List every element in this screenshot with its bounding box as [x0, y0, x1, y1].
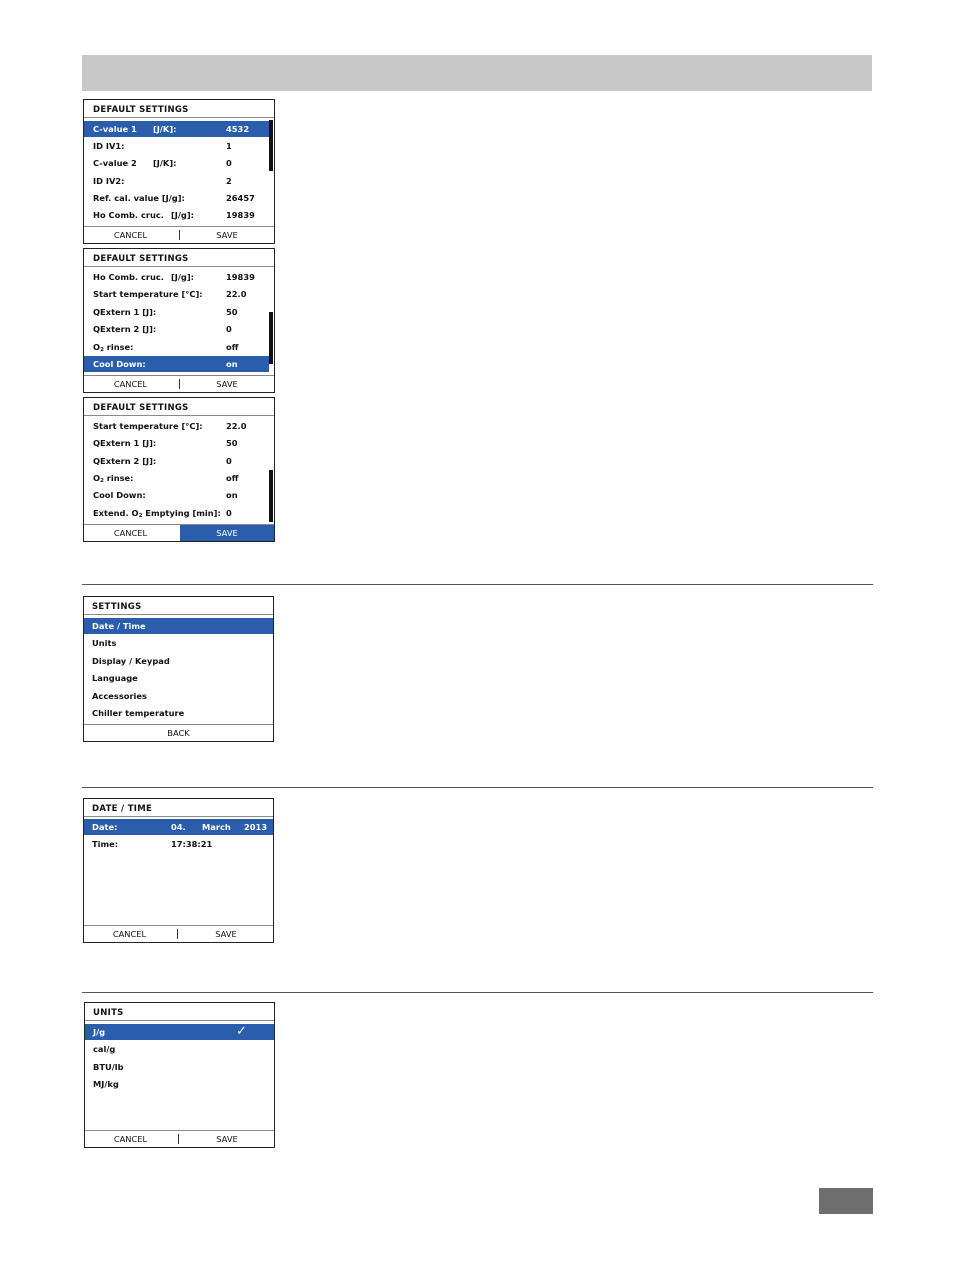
row-qextern-1[interactable]: QExtern 1 [J]: 50	[93, 438, 238, 448]
footer-bar	[84, 226, 274, 243]
screen-title: SETTINGS	[84, 597, 273, 615]
section-divider	[82, 992, 873, 993]
unit-item-btu-per-lb[interactable]: BTU/lb	[93, 1062, 124, 1072]
unit-item-j-per-g[interactable]: J/g ✓	[85, 1024, 274, 1040]
units-screen	[84, 1002, 275, 1148]
row-id-iv1[interactable]: ID IV1: 1	[93, 141, 232, 151]
row-qextern-2[interactable]: QExtern 2 [J]: 0	[93, 324, 232, 334]
cancel-button[interactable]: CANCEL	[113, 1134, 148, 1144]
save-button[interactable]: SAVE	[215, 929, 237, 939]
footer-bar	[85, 1130, 274, 1147]
back-button[interactable]: BACK	[167, 728, 190, 738]
default-settings-screen-1	[83, 99, 275, 244]
menu-item-display-keypad[interactable]: Display / Keypad	[92, 656, 170, 666]
row-c-value-1[interactable]: C-value 1 [J/K]: 4532	[84, 121, 269, 137]
screen-title: DATE / TIME	[84, 799, 273, 817]
section-header-bar	[82, 55, 872, 91]
row-time[interactable]: Time: 17:38:21	[92, 839, 213, 849]
screen-title: DEFAULT SETTINGS	[84, 100, 274, 118]
cancel-button[interactable]: CANCEL	[113, 528, 148, 538]
footer-bar	[84, 524, 274, 541]
row-qextern-2[interactable]: QExtern 2 [J]: 0	[93, 456, 232, 466]
save-button[interactable]: SAVE	[216, 379, 238, 389]
save-button[interactable]: SAVE	[180, 525, 274, 541]
section-divider	[82, 584, 873, 585]
row-extend-o2-emptying[interactable]: Extend. $O_2$ Emptying [min]: 0	[93, 508, 232, 519]
row-c-value-2[interactable]: C-value 2 [J/K]: 0	[93, 158, 232, 168]
checkmark-icon: ✓	[236, 1024, 247, 1039]
row-cool-down[interactable]: Cool Down: on	[93, 490, 238, 500]
menu-item-language[interactable]: Language	[92, 673, 138, 683]
default-settings-screen-2	[83, 248, 275, 393]
date-time-screen	[83, 798, 274, 943]
cancel-button[interactable]: CANCEL	[112, 929, 147, 939]
footer-divider	[178, 1134, 179, 1144]
default-settings-screen-3	[83, 397, 275, 542]
settings-screen	[83, 596, 274, 742]
menu-item-accessories[interactable]: Accessories	[92, 691, 147, 701]
row-o2-rinse[interactable]: $O_2$ rinse: off	[93, 473, 239, 484]
menu-item-date-time[interactable]: Date / Time	[84, 618, 273, 634]
screen-title: DEFAULT SETTINGS	[84, 249, 274, 267]
menu-item-chiller-temperature[interactable]: Chiller temperature	[92, 708, 185, 718]
row-id-iv2[interactable]: ID IV2: 2	[93, 176, 232, 186]
footer-bar	[84, 724, 273, 741]
row-ho-comb-cruc[interactable]: Ho Comb. cruc. [J/g]: 19839	[93, 210, 255, 220]
footer-bar	[84, 375, 274, 392]
cancel-button[interactable]: CANCEL	[113, 379, 148, 389]
unit-item-cal-per-g[interactable]: cal/g	[93, 1044, 116, 1054]
row-ref-cal-value[interactable]: Ref. cal. value [J/g]: 26457	[93, 193, 255, 203]
footer-bar	[84, 925, 273, 942]
footer-divider	[177, 929, 178, 939]
section-divider	[82, 787, 873, 788]
scrollbar[interactable]	[269, 470, 273, 522]
row-start-temperature[interactable]: Start temperature [°C]: 22.0	[93, 421, 247, 431]
cancel-button[interactable]: CANCEL	[113, 230, 148, 240]
row-cool-down[interactable]: Cool Down: on	[84, 356, 269, 372]
page-number-tab	[819, 1188, 873, 1214]
row-start-temperature[interactable]: Start temperature [°C]: 22.0	[93, 289, 247, 299]
row-qextern-1[interactable]: QExtern 1 [J]: 50	[93, 307, 238, 317]
menu-item-units[interactable]: Units	[92, 638, 117, 648]
save-button[interactable]: SAVE	[216, 1134, 238, 1144]
scrollbar[interactable]	[269, 312, 273, 364]
row-date[interactable]: Date: 04. March 2013	[84, 819, 273, 835]
unit-item-mj-per-kg[interactable]: MJ/kg	[93, 1079, 119, 1089]
screen-title: DEFAULT SETTINGS	[84, 398, 274, 416]
row-o2-rinse[interactable]: $O_2$ rinse: off	[93, 342, 239, 353]
scrollbar[interactable]	[269, 120, 273, 171]
row-ho-comb-cruc[interactable]: Ho Comb. cruc. [J/g]: 19839	[93, 272, 255, 282]
screen-title: UNITS	[85, 1003, 274, 1021]
save-button[interactable]: SAVE	[216, 230, 238, 240]
